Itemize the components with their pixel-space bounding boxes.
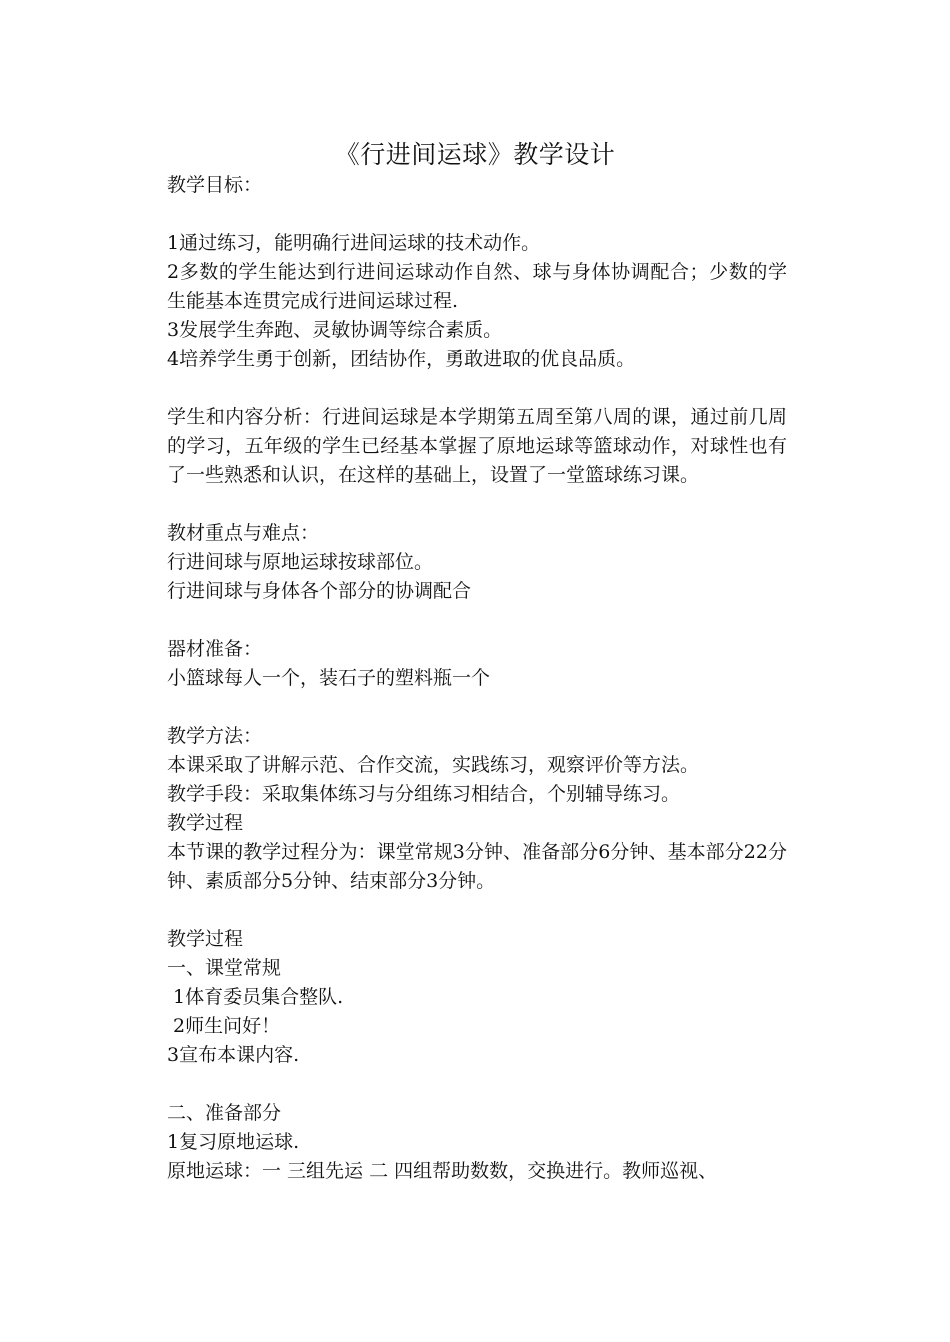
objectives-heading: 教学目标：	[167, 174, 263, 196]
section-item: 2师生问好！	[173, 1015, 281, 1037]
blank-line	[167, 606, 787, 635]
blank-line	[167, 896, 787, 925]
blank-line	[167, 1070, 787, 1099]
equipment-text: 小篮球每人一个，装石子的塑料瓶一个	[167, 667, 491, 689]
section-item: 1体育委员集合整队.	[173, 986, 344, 1008]
blank-line	[167, 374, 787, 403]
process-overview-text: 本节课的教学过程分为：课堂常规3分钟、准备部分6分钟、基本部分22分钟、素质部分5分钟、结束部分3分钟。	[167, 841, 787, 892]
objective-item: 4培养学生勇于创新，团结协作，勇敢进取的优良品质。	[167, 348, 636, 370]
document-body	[167, 171, 787, 1186]
process-overview-heading: 教学过程	[167, 812, 244, 834]
key-point-item: 行进间球与身体各个部分的协调配合	[167, 580, 472, 602]
section-item: 3宣布本课内容.	[167, 1044, 300, 1066]
blank-line	[167, 200, 787, 229]
objective-item: 1通过练习，能明确行进间运球的技术动作。	[167, 232, 541, 254]
methods-text: 本课采取了讲解示范、合作交流，实践练习，观察评价等方法。	[167, 754, 700, 776]
section-item: 1复习原地运球.	[167, 1131, 300, 1153]
blank-line	[167, 490, 787, 519]
methods-heading: 教学方法：	[167, 725, 263, 747]
analysis-paragraph: 学生和内容分析：行进间运球是本学期第五周至第八周的课，通过前几周的学习，五年级的学生已经基本掌握了原地运球等篮球动作，对球性也有了一些熟悉和认识，在这样的基础上，设置了一堂篮球练习课。	[167, 406, 787, 486]
means-text: 教学手段：采取集体练习与分组练习相结合，个别辅导练习。	[167, 783, 681, 805]
process-heading: 教学过程	[167, 928, 244, 950]
document-title: 《行进间运球》教学设计	[334, 140, 616, 169]
section-item: 原地运球：一 三组先运 二 四组帮助数数，交换进行。教师巡视、	[167, 1160, 718, 1182]
objective-item: 3发展学生奔跑、灵敏协调等综合素质。	[167, 319, 503, 341]
objective-item: 2多数的学生能达到行进间运球动作自然、球与身体协调配合；少数的学生能基本连贯完成行进间运球过程.	[167, 261, 787, 312]
section-heading: 二、准备部分	[167, 1102, 282, 1124]
key-point-item: 行进间球与原地运球按球部位。	[167, 551, 434, 573]
equipment-heading: 器材准备：	[167, 638, 263, 660]
blank-line	[167, 693, 787, 722]
key-points-heading: 教材重点与难点：	[167, 522, 320, 544]
section-heading: 一、课堂常规	[167, 957, 282, 979]
